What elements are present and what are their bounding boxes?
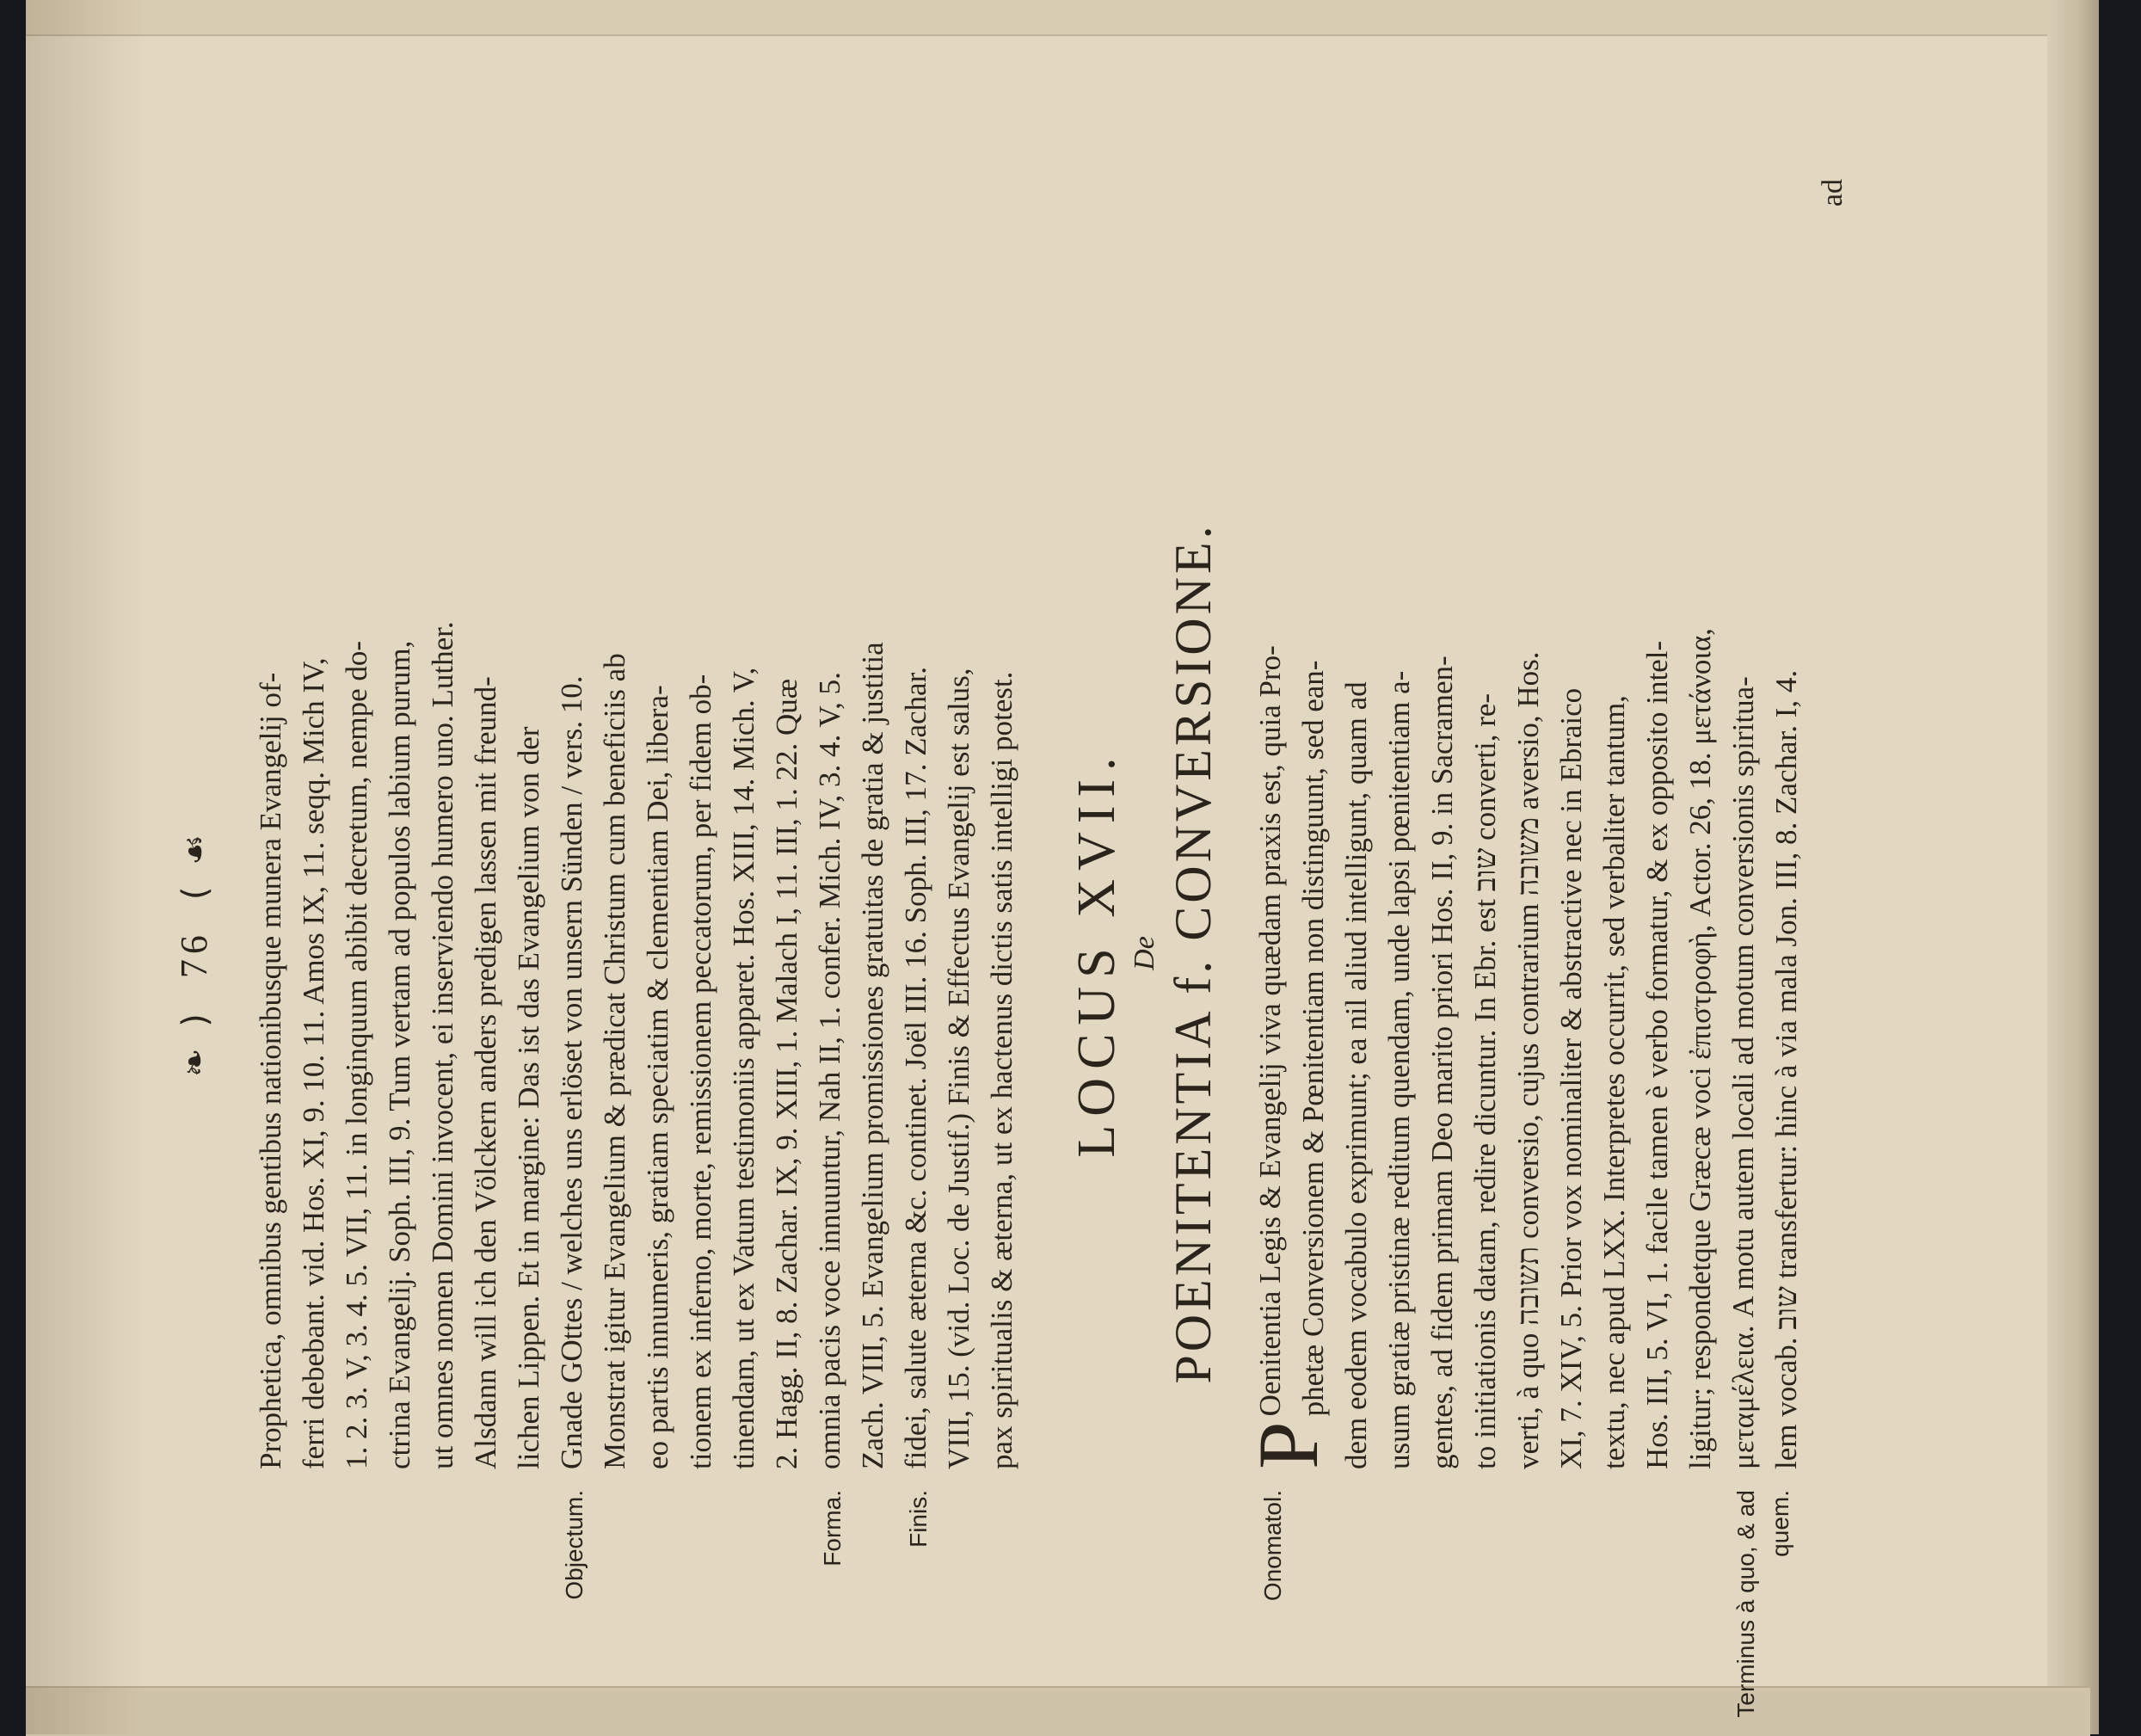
margin-note: Terminus à quo, & ad quem. bbox=[1732, 1490, 1793, 1718]
catchword: ad bbox=[1817, 179, 1849, 207]
text-line: ferri debebant. vid. Hos. XI, 9. 10. 11. Amos IX, 11. seqq. Mich IV, bbox=[297, 657, 330, 1469]
text-line: ut omnes nomen Domini invocent, ei inserviendo humero uno. Luther. bbox=[426, 621, 459, 1469]
text-line: Prophetica, omnibus gentibus nationibusque munera Evangelij of- bbox=[254, 672, 287, 1469]
text-line: Hos. III, 5. VI, 1. facile tamen è verbo formatur, & ex opposito intel- bbox=[1640, 640, 1674, 1469]
text-line: Monstrat igitur Evangelium & prædicat Christum cum beneficiis ab bbox=[598, 653, 631, 1469]
page-header bbox=[172, 179, 216, 1727]
text-line: eo partis innumeris, gratiam speciatim & clementiam Dei, libera- bbox=[641, 685, 674, 1469]
paragraphs-before bbox=[249, 179, 1024, 1727]
text-line: Gnade GOttes / welches uns erlöset von unsern Sünden / vers. 10. bbox=[555, 675, 588, 1469]
body-text bbox=[249, 179, 1855, 1727]
text-line: tinendam, ut ex Vatum testimoniis apparet. Hos. XIII, 14. Mich. V, bbox=[727, 667, 760, 1469]
text-line: usum gratiæ pristinæ reditum quendam, unde lapsi pœnitentiam a- bbox=[1382, 670, 1416, 1469]
header-ornament-right: ( ☙ bbox=[175, 828, 215, 901]
paragraph bbox=[249, 179, 551, 1727]
margin-note bbox=[249, 1469, 551, 1727]
paragraph-text bbox=[1240, 179, 1722, 1469]
text-line: phetæ Conversionem & Pœnitentiam non distinguunt, sed ean- bbox=[1296, 660, 1330, 1417]
paragraph-text bbox=[1722, 179, 1808, 1469]
margin-note: Forma. bbox=[819, 1490, 846, 1567]
text-line: tionem ex inferno, morte, remissionem peccatorum, per fidem ob- bbox=[684, 674, 717, 1469]
section-title: LOCUS XVII. bbox=[1067, 748, 1126, 1158]
paragraph bbox=[895, 179, 1024, 1727]
paragraph-text bbox=[809, 179, 895, 1469]
text-line: 1. 2. 3. V, 3. 4. 5. VII, 11. in longinquum abibit decretum, nempe do- bbox=[340, 640, 373, 1469]
text-line: pax spiritualis & æterna, ut ex hactenus dictis satis intelligi potest. bbox=[985, 671, 1018, 1469]
page-edge-top bbox=[26, 0, 2090, 36]
text-line: lichen Lippen. Et in margine: Das ist das Evangelium von der bbox=[512, 726, 545, 1469]
text-line: gentes, ad fidem primam Deo marito priori Hos. II, 9. in Sacramen- bbox=[1425, 656, 1459, 1469]
section-subtitle: POENITENTIA f. CONVERSIONE. bbox=[1165, 522, 1221, 1384]
margin-note: Onomatol. bbox=[1259, 1490, 1286, 1602]
section-de: De bbox=[1129, 936, 1160, 970]
margin-note: Objectum. bbox=[561, 1490, 588, 1600]
text-line: 2. Hagg. II, 8. Zachar. IX, 9. XIII, 1. Malach I, 11. III, 1. 22. Quæ bbox=[770, 678, 803, 1469]
text-line: ligitur; respondetque Græcæ voci ἐπιστροφὴ, Actor. 26, 18. μετάνοια, bbox=[1683, 628, 1717, 1469]
text-line: textu, nec apud LXX. Interpretes occurrit, sed verbaliter tantum, bbox=[1597, 695, 1631, 1469]
paragraph bbox=[1722, 179, 1808, 1727]
rotated-text-block bbox=[172, 179, 2064, 1727]
paragraph-text bbox=[895, 179, 1024, 1469]
text-line: to initiationis datam, redire dicuntur. In Ebr. est שוב converti, re- bbox=[1468, 693, 1502, 1469]
text-line: VIII, 15. (vid. Loc. de Justif.) Finis & Effectus Evangelij est salus, bbox=[942, 668, 975, 1469]
paragraph-text bbox=[249, 179, 551, 1469]
paragraph bbox=[809, 179, 895, 1727]
paragraph-text bbox=[551, 179, 809, 1469]
text-line: P Oenitentia Legis & Evangelij viva quædam praxis est, quia Pro- bbox=[1240, 645, 1336, 1469]
text-line: dem eodem vocabulo exprimunt; ea nil aliud intelligunt, quam ad bbox=[1339, 681, 1373, 1469]
text-line: XI, 7. XIV, 5. Prior vox nominaliter & abstractive nec in Ebraico bbox=[1554, 687, 1588, 1469]
margin-note: Finis. bbox=[905, 1490, 932, 1548]
text-line: μεταμέλεια. A motu autem locali ad motum conversionis spiritua- bbox=[1726, 676, 1760, 1469]
paragraphs-after bbox=[1240, 179, 1808, 1727]
gutter-shadow bbox=[26, 0, 146, 1734]
paragraph bbox=[1240, 179, 1722, 1727]
drop-cap: P bbox=[1240, 1421, 1336, 1469]
text-line: Zach. VIII, 5. Evangelium promissiones gratuitas de gratia & justitia bbox=[856, 642, 889, 1469]
page-number: 76 bbox=[173, 930, 215, 979]
paragraph bbox=[551, 179, 809, 1727]
text-line: ctrina Evangelij. Soph. III, 9. Tum vertam ad populos labium purum, bbox=[383, 640, 416, 1469]
header-ornament-left: ❧ ) bbox=[175, 1008, 215, 1078]
text-line: fidei, salute æterna &c. continet. Joël III. 16. Soph. III, 17. Zachar. bbox=[899, 666, 932, 1469]
text-line: lem vocab. שוב transfertur: hinc à via mala Jon. III, 8. Zachar. I, 4. bbox=[1769, 669, 1803, 1469]
text-line: Alsdann will ich den Völckern anders predigen lassen mit freund- bbox=[469, 676, 502, 1469]
text-line: omnia pacis voce innuuntur, Nah II, 1. confer. Mich. IV, 3. 4. V, 5. bbox=[813, 672, 846, 1469]
text-line: verti, à quo תשובה conversio, cujus contrarium משובה aversio, Hos. bbox=[1511, 651, 1545, 1469]
